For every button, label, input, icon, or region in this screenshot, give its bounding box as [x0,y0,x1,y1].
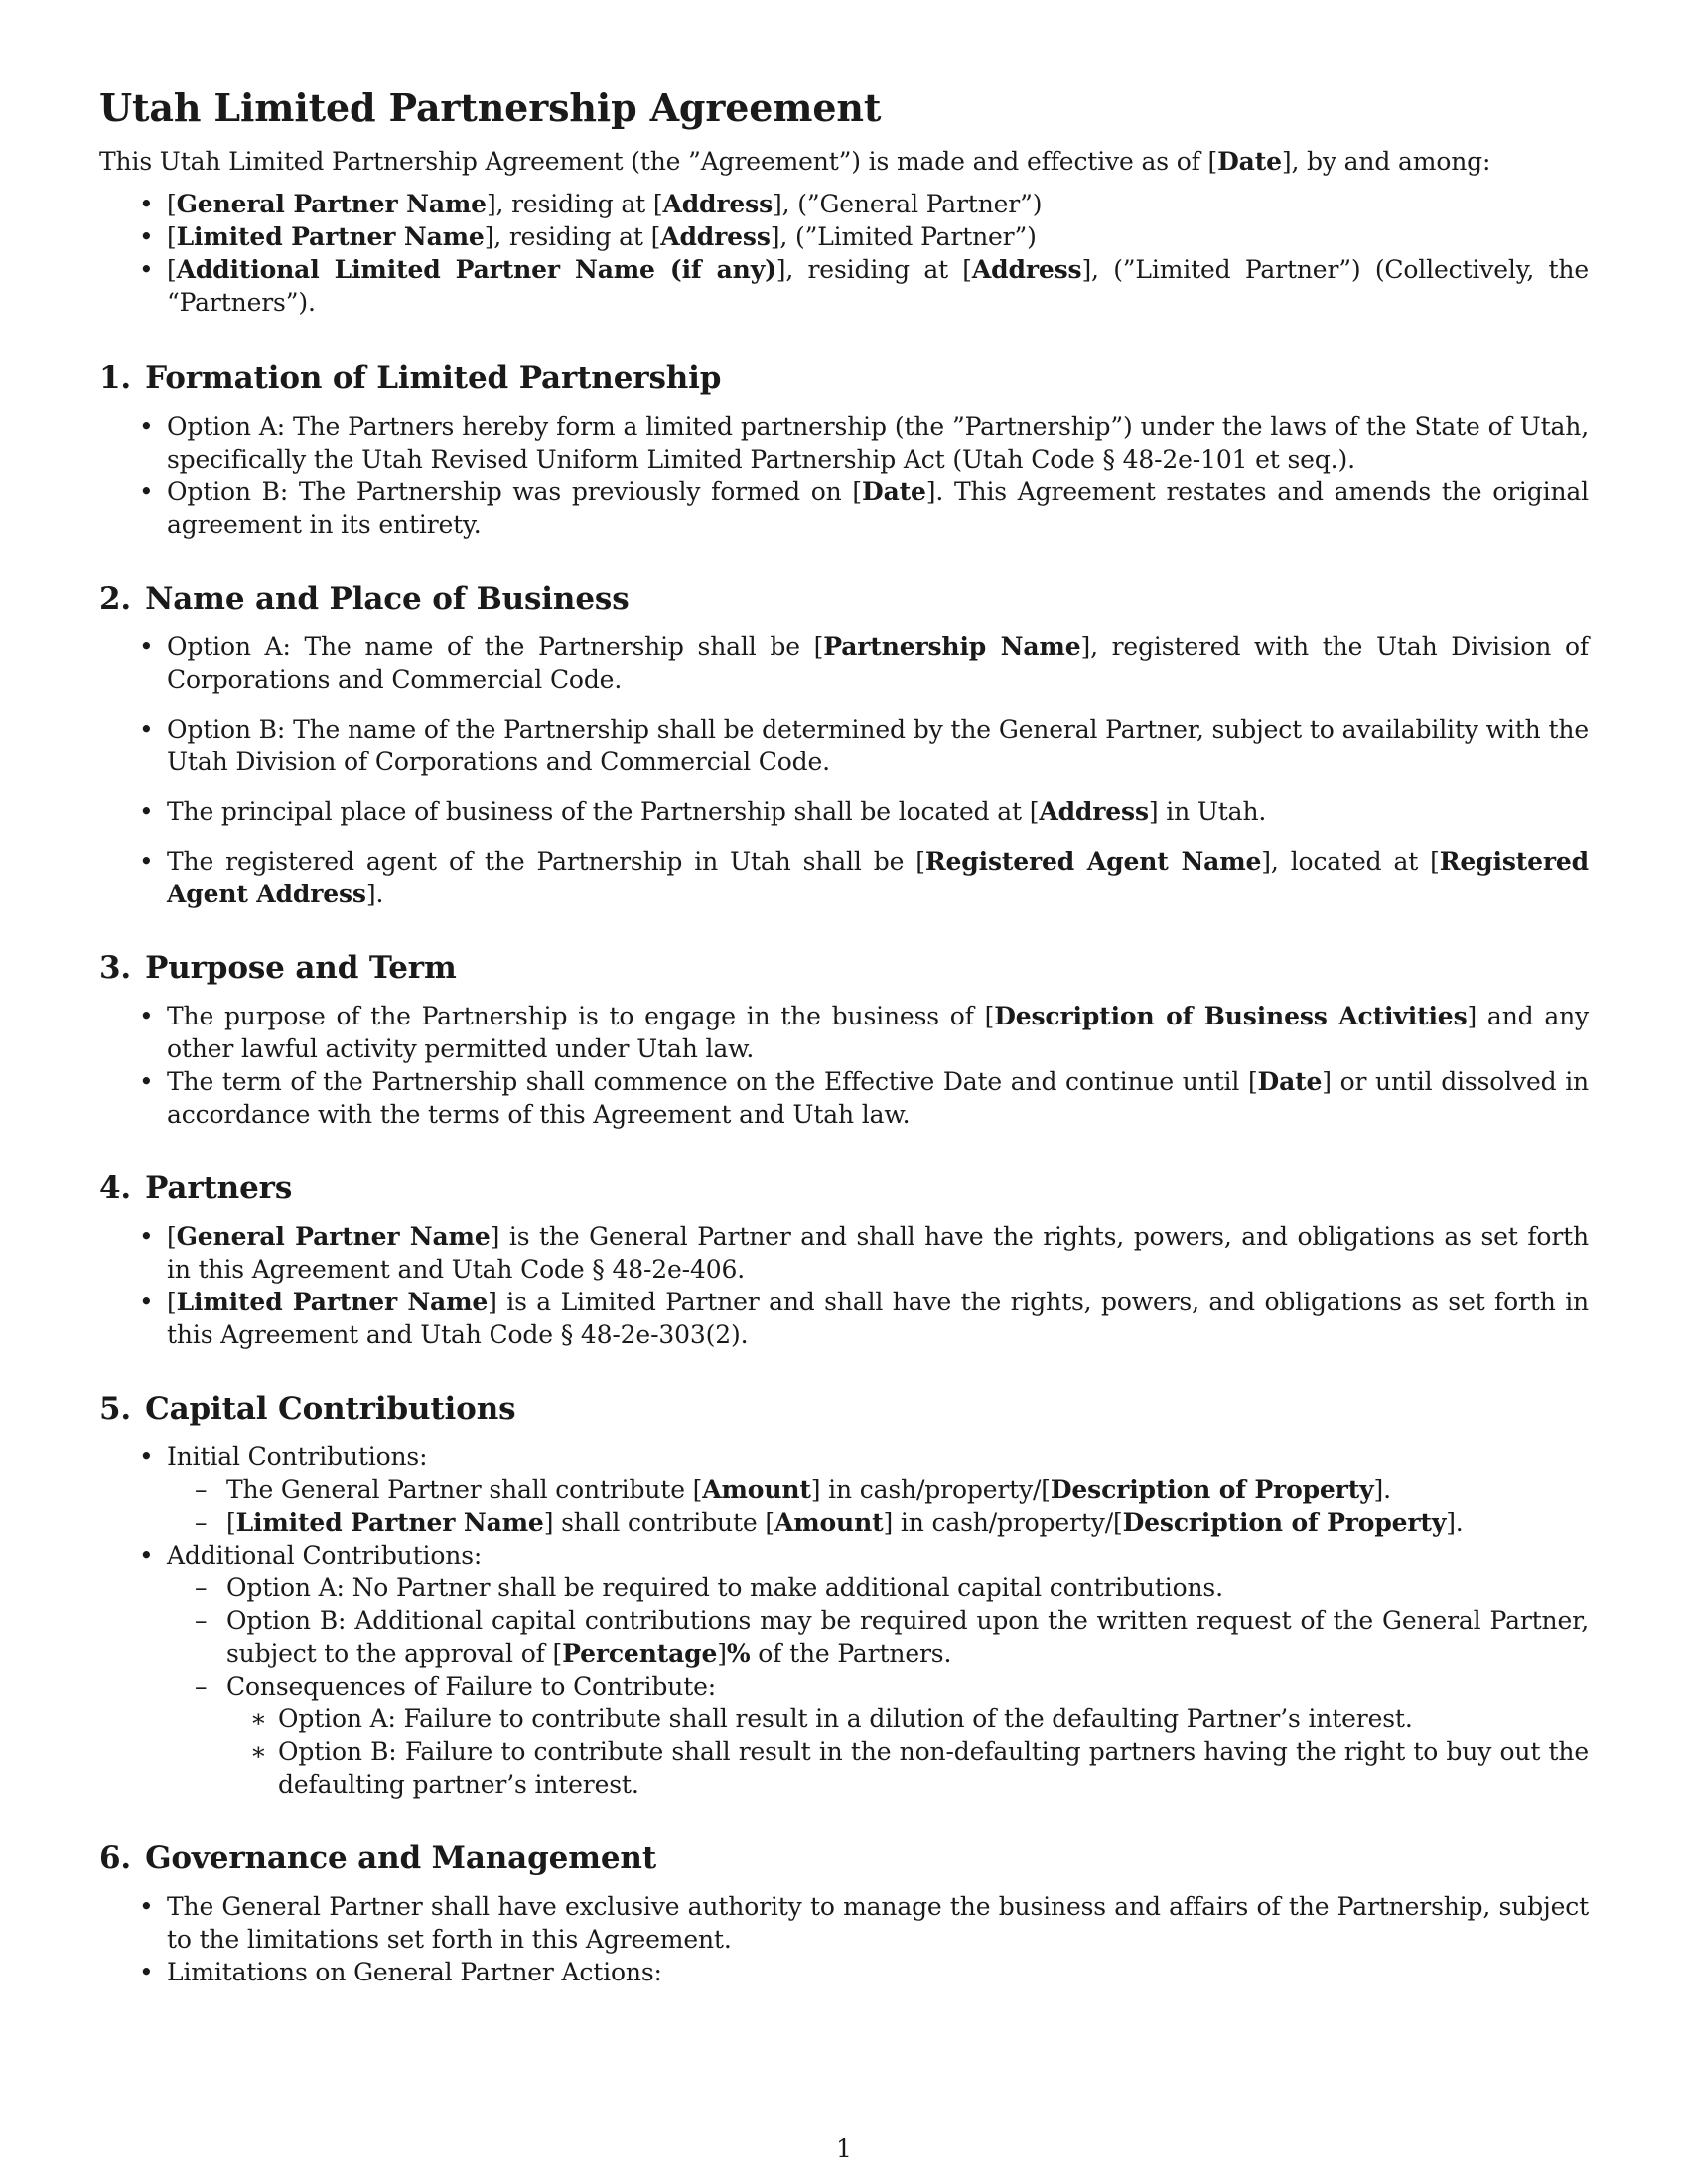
section-title: Purpose and Term [145,950,457,986]
placeholder: Limited Partner Name [176,1288,489,1316]
text: ] shall contribute [ [543,1508,774,1537]
section-title: Capital Contributions [145,1391,516,1427]
section-governance [99,1839,1589,1988]
list-item [167,1065,1589,1131]
text: The term of the Partnership shall commence on the Effective Date and continue until [ [167,1067,1258,1096]
text: ] [717,1639,727,1668]
sub-list [167,1473,1589,1539]
sub-sub-list-item: ∗ Option A: Failure to contribute shall result in a dilution of the defaulting Partner’s interest. [278,1703,1589,1735]
text: ], located at [ [1261,847,1440,876]
document-title: Utah Limited Partnership Agreement [99,85,882,130]
text: ], (”Limited Partner”) (Collectively, the “Partners”). [167,255,1589,317]
text: The General Partner shall contribute [ [226,1475,703,1504]
section-name-place [99,579,1589,910]
section-heading [99,948,1589,988]
list-item [167,1440,1589,1539]
section-title: Formation of Limited Partnership [145,360,722,396]
sub-sub-list-item: ∗ Option B: Failure to contribute shall result in the non-defaulting partners having the right to buy out the defaulting partner’s interest. [278,1735,1589,1801]
party-item [167,188,1589,220]
section-list [99,410,1589,541]
intro-paragraph [99,145,1589,178]
text: ] or until dissolved in accordance with the terms of this Agreement and Utah law. [167,1067,1589,1129]
section-title: Governance and Management [145,1841,656,1876]
list-item: • Option B: The name of the Partnership shall be determined by the General Partner, subject to availability with the Utah Division of Corporations and Commercial Code. [167,713,1589,778]
placeholder: Registered Agent Address [167,847,1590,908]
text: ] in cash/property/[ [810,1475,1051,1504]
list-item: • Limitations on General Partner Actions: [167,1956,1589,1988]
section-list [99,630,1589,910]
text: The principal place of business of the Partnership shall be located at [ [167,797,1040,826]
section-list [99,1890,1589,1988]
section-number: 3. [99,950,132,986]
text: ] and any other lawful activity permitted under Utah law. [167,1002,1590,1063]
additional-contributions-label: Additional Contributions: [167,1541,483,1570]
text: Option B: Additional capital contributions may be required upon the written request of the General Partner, subject to the approval of [ [226,1606,1589,1668]
initial-contributions-label: Initial Contributions: [167,1442,428,1471]
placeholder: Percentage [562,1639,718,1668]
text: [ [167,222,177,251]
text: ]. [1373,1475,1391,1504]
section-number: 4. [99,1170,132,1206]
section-purpose-term [99,948,1589,1131]
text: ], residing at [ [484,222,661,251]
text: ], (”Limited Partner”) [770,222,1037,251]
placeholder: Amount [702,1475,811,1504]
section-heading [99,1389,1589,1429]
sub-list-item [226,1604,1589,1670]
page-number: 1 [836,2134,852,2163]
placeholder: Description of Property [1050,1475,1374,1504]
placeholder: General Partner Name [176,1222,491,1251]
list-item [167,476,1589,541]
list-item: • Option A: The Partners hereby form a limited partnership (the ”Partnership”) under the laws of the State of Utah, specifically the Utah Revised Uniform Limited Partnership Act (Utah Code § 48-2e-101 et seq.). [167,410,1589,476]
placeholder: Address [1039,797,1149,826]
text: [ [167,1288,177,1316]
placeholder: Address [662,190,774,218]
section-list [99,1220,1589,1351]
list-item [167,1220,1589,1286]
section-number: 2. [99,581,132,616]
section-heading [99,358,1589,398]
section-heading [99,1839,1589,1878]
text: ]. [365,880,384,908]
text: The registered agent of the Partnership in Utah shall be [ [167,847,925,876]
placeholder: Registered Agent Name [924,847,1262,876]
parties-list [99,188,1589,319]
placeholder: Date [862,478,926,506]
text: [ [167,190,177,218]
section-list [99,1000,1589,1131]
text: Option A: The name of the Partnership shall be [ [167,632,824,661]
placeholder: Additional Limited Partner Name (if any) [176,255,776,284]
text: ] is the General Partner and shall have the rights, powers, and obligations as set forth in this Agreement and Utah Code § 48-2e-406. [167,1222,1589,1284]
document-page [99,83,1589,1988]
list-item: • The General Partner shall have exclusive authority to manage the business and affairs of the Partnership, subject to the limitations set forth in this Agreement. [167,1890,1589,1956]
section-number: 5. [99,1391,132,1427]
placeholder: General Partner Name [176,190,487,218]
text: The purpose of the Partnership is to engage in the business of [ [167,1002,995,1030]
text: ] in cash/property/[ [883,1508,1123,1537]
list-item [167,1286,1589,1351]
sub-list-item [226,1670,1589,1801]
text: ] is a Limited Partner and shall have the rights, powers, and obligations as set forth in this Agreement and Utah Code § 48-2e-303(2). [167,1288,1589,1349]
section-formation [99,358,1589,541]
text: ], registered with the Utah Division of Corporations and Commercial Code. [167,632,1589,694]
section-title: Partners [145,1170,293,1206]
section-partners [99,1168,1589,1351]
section-number: 6. [99,1841,132,1876]
list-item [167,1000,1589,1065]
placeholder: Address [971,255,1082,284]
party-item [167,253,1589,319]
text: [ [167,1222,177,1251]
text: ], residing at [ [775,255,972,284]
section-title: Name and Place of Business [145,581,630,616]
text: [ [226,1508,236,1537]
list-item [167,630,1589,696]
party-item [167,220,1589,253]
intro-text: This Utah Limited Partnership Agreement (the ”Agreement”) is made and effective as of [ [99,147,1218,176]
text: Option B: The Partnership was previously formed on [ [167,478,863,506]
text: ] in Utah. [1148,797,1267,826]
placeholder: Description of Business Activities [994,1002,1468,1030]
placeholder: Partnership Name [823,632,1081,661]
text: ]. [1446,1508,1464,1537]
placeholder: Description of Property [1122,1508,1447,1537]
text: ], residing at [ [486,190,663,218]
list-item [167,795,1589,828]
text: of the Partners. [750,1639,952,1668]
section-heading [99,579,1589,618]
text: [ [167,255,177,284]
text: ], (”General Partner”) [773,190,1043,218]
section-capital-contributions [99,1389,1589,1801]
list-item [167,845,1589,910]
text: ]. This Agreement restates and amends the original agreement in its entirety. [167,478,1589,539]
section-heading [99,1168,1589,1208]
sub-sub-list [226,1703,1589,1801]
failure-consequences-label: Consequences of Failure to Contribute: [226,1672,717,1701]
placeholder: Amount [774,1508,884,1537]
intro-text-end: ], by and among: [1281,147,1491,176]
placeholder: Address [660,222,771,251]
placeholder: Date [1257,1067,1323,1096]
sub-list [167,1571,1589,1801]
intro-date-placeholder: Date [1217,147,1282,176]
sub-list-item: – Option A: No Partner shall be required to make additional capital contributions. [226,1571,1589,1604]
section-list [99,1440,1589,1801]
section-number: 1. [99,360,132,396]
placeholder: Limited Partner Name [235,1508,544,1537]
sub-list-item [226,1473,1589,1506]
percent-sign: % [726,1639,751,1668]
sub-list-item [226,1506,1589,1539]
placeholder: Limited Partner Name [176,222,485,251]
list-item [167,1539,1589,1801]
